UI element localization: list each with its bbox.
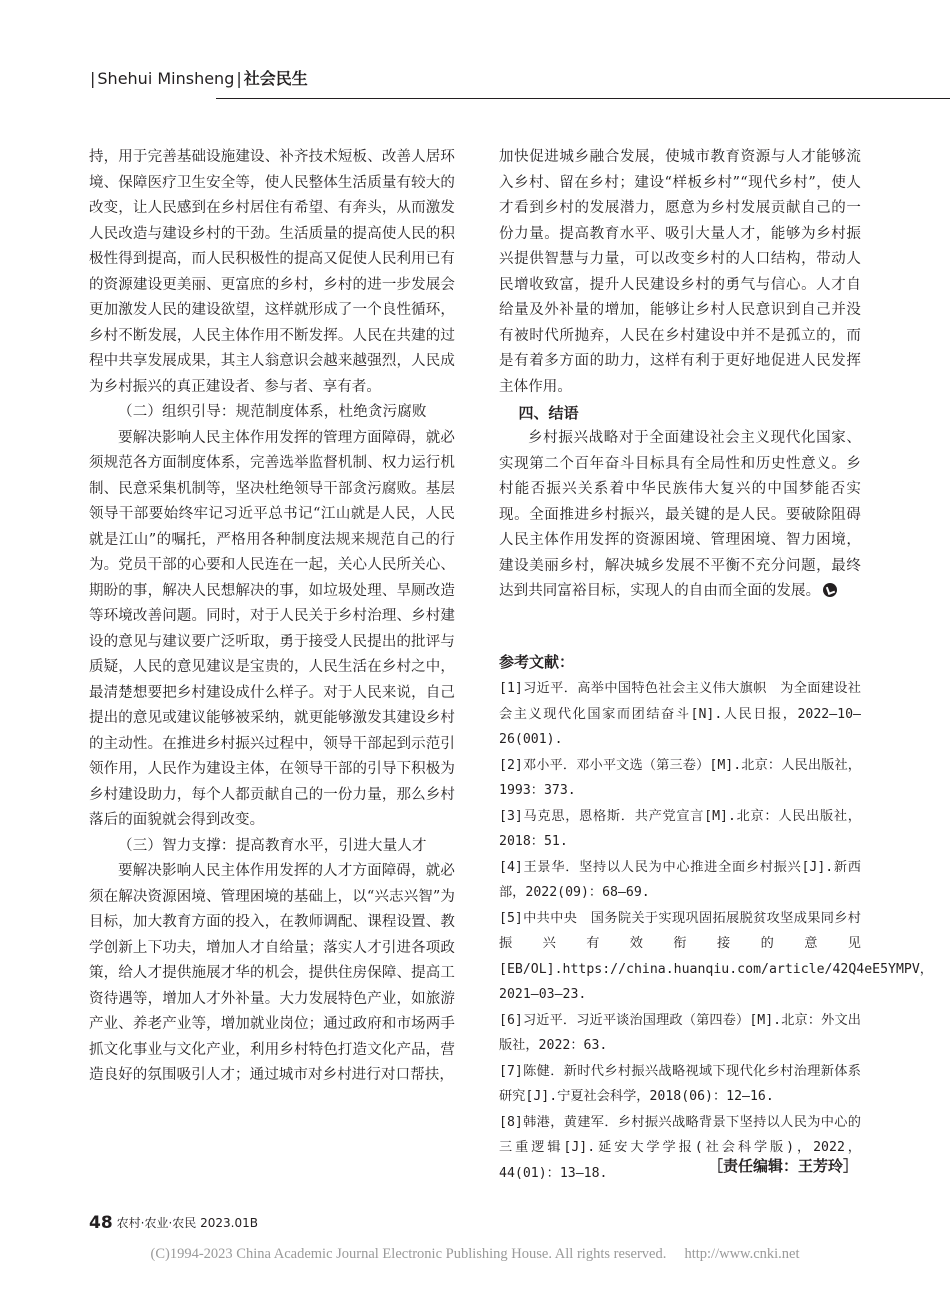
page-number: 48 bbox=[89, 1213, 113, 1233]
body-paragraph: 加快促进城乡融合发展，使城市教育资源与人才能够流入乡村、留在乡村；建设“样板乡村”“现代乡村”，使人才看到乡村的发展潜力，愿意为乡村发展贡献自己的一份力量。提高教育水平、吸引大量人才，能够为乡村振兴提供智慧与力量，可以改变乡村的人口结构，带动人民增收致富，提升人民建设乡村的勇气与信心。人才自给量及外补量的增加，能够让乡村人民意识到自己并没有被时代所抛弃，人民在乡村建设中并不是孤立的，而是有着多方面的助力，这样有利于更好地促进人民发挥主体作用。 bbox=[499, 149, 861, 395]
responsible-editor: ［责任编辑：王芳玲］ bbox=[707, 1157, 858, 1175]
page-footer bbox=[89, 1213, 258, 1233]
reference-item: [2]邓小平．邓小平文选（第三卷）[M].北京：人民出版社，1993：373. bbox=[499, 757, 861, 798]
subsection-heading: （三）智力支撑：提高教育水平，引进大量人才 bbox=[118, 837, 427, 854]
reference-item: [6]习近平．习近平谈治国理政（第四卷）[M].北京：外文出版社，2022：63. bbox=[499, 1012, 861, 1053]
left-column bbox=[89, 145, 455, 1089]
reference-item: [4]王景华．坚持以人民为中心推进全面乡村振兴[J].新西部，2022(09)：68—69. bbox=[499, 859, 861, 900]
column-name-cn: 社会民生 bbox=[243, 69, 308, 88]
header-rule bbox=[216, 98, 950, 99]
reference-item: [7]陈健．新时代乡村振兴战略视域下现代化乡村治理新体系研究[J].宁夏社会科学，2018(06)：12—16. bbox=[499, 1063, 861, 1104]
reference-item: [8]韩港，黄建军．乡村振兴战略背景下坚持以人民为中心的三重逻辑[J].延安大学学报(社会科学版)，2022，44(01)：13—18. bbox=[499, 1114, 861, 1181]
header-separator-left: | bbox=[90, 69, 96, 88]
references-list bbox=[499, 676, 933, 1186]
running-header bbox=[88, 66, 308, 89]
subsection-heading: （二）组织引导：规范制度体系，杜绝贪污腐败 bbox=[118, 404, 427, 420]
reference-item: [5]中共中央 国务院关于实现巩固拓展脱贫攻坚成果同乡村振兴有效衔接的意见[EB/OL].https://china.huanqiu.com/article/42Q4eE5YMPV，2021—03—23. bbox=[499, 910, 933, 1002]
reference-item: [3]马克思，恩格斯．共产党宣言[M].北京：人民出版社，2018：51. bbox=[499, 808, 861, 849]
body-paragraph: 持，用于完善基础设施建设、补齐技术短板、改善人居环境、保障医疗卫生安全等，使人民整体生活质量有较大的改变，让人民感到在乡村居住有希望、有奔头，从而激发人民改造与建设乡村的干劲。生活质量的提高使人民的积极性得到提高，而人民积极性的提高又促使人民利用已有的资源建设更美丽、更富庶的乡村，乡村的进一步发展会更加激发人民的建设欲望，这样就形成了一个良性循环，乡村不断发展，人民主体作用不断发挥。人民在共建的过程中共享发展成果，其主人翁意识会越来越强烈，人民成为乡村振兴的真正建设者、参与者、享有者。 bbox=[89, 149, 455, 395]
end-mark-icon bbox=[823, 583, 837, 597]
conclusion-text: 乡村振兴战略对于全面建设社会主义现代化国家、实现第二个百年奋斗目标具有全局性和历史性意义。乡村能否振兴关系着中华民族伟大复兴的中国梦能否实现。全面推进乡村振兴，最关键的是人民。要破除阻碍人民主体作用发挥的资源困境、管理困境、智力困境，建设美丽乡村，解决城乡发展不平衡不充分问题，最终达到共同富裕目标，实现人的自由而全面的发展。 bbox=[499, 430, 861, 599]
body-paragraph: 要解决影响人民主体作用发挥的人才方面障碍，就必须在解决资源困境、管理困境的基础上，以“兴志兴智”为目标，加大教育方面的投入，在教师调配、课程设置、教学创新上下功夫，增加人才自给量；落实人才引进各项政策，给人才提供施展才华的机会，提供住房保障、提高工资待遇等，增加人才外补量。大力发展特色产业，如旅游产业、养老产业等，增加就业岗位；通过政府和市场两手抓文化事业与文化产业，利用乡村特色打造文化产品，营造良好的氛围吸引人才；通过城市对乡村进行对口帮扶， bbox=[89, 863, 455, 1083]
right-column bbox=[499, 145, 861, 605]
conclusion-paragraph bbox=[499, 426, 861, 605]
reference-item: [1]习近平．高举中国特色社会主义伟大旗帜 为全面建设社会主义现代化国家而团结奋斗[N].人民日报，2022—10—26(001). bbox=[499, 681, 861, 747]
footer-journal: 农村·农业·农民 2023.01B bbox=[116, 1216, 258, 1230]
journal-name-en: Shehui Minsheng bbox=[97, 69, 235, 88]
section-heading: 四、结语 bbox=[518, 404, 579, 422]
body-paragraph: 要解决影响人民主体作用发挥的管理方面障碍，就必须规范各方面制度体系，完善选举监督机制、权力运行机制、民意采集机制等，坚决杜绝领导干部贪污腐败。基层领导干部要始终牢记习近平总书记“江山就是人民，人民就是江山”的嘱托，严格用各种制度法规来规范自己的行为。党员干部的心要和人民连在一起，关心人民所关心、期盼的事，解决人民想解决的事，如垃圾处理、旱厕改造等环境改善问题。同时，对于人民关于乡村治理、乡村建设的意见与建议要广泛听取，勇于接受人民提出的批评与质疑，人民的意见建议是宝贵的，人民生活在乡村之中，最清楚想要把乡村建设成什么样子。对于人民来说，自己提出的意见或建议能够被采纳，就更能够激发其建设乡村的主动性。在推进乡村振兴过程中，领导干部起到示范引领作用，人民作为建设主体，在领导干部的引导下积极为乡村建设助力，每个人都贡献自己的一份力量，那么乡村落后的面貌就会得到改变。 bbox=[89, 429, 455, 828]
header-separator: | bbox=[236, 69, 242, 88]
references-title: 参考文献： bbox=[499, 653, 575, 671]
copyright-notice: (C)1994-2023 China Academic Journal Electronic Publishing House. All rights reserved. http://www.cnki.net bbox=[150, 1246, 800, 1262]
